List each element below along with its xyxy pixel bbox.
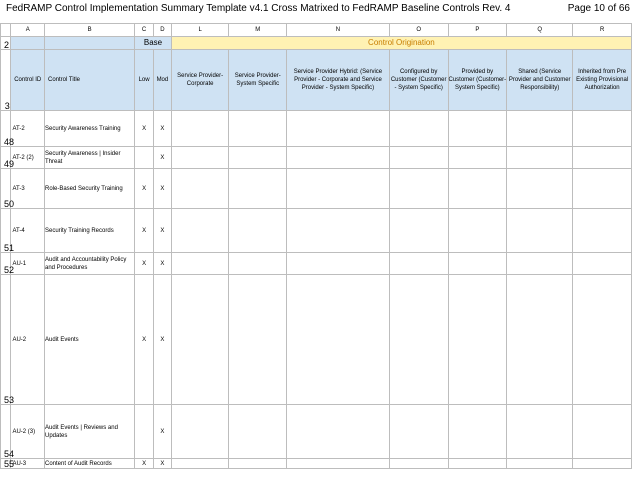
sp-corporate-cell[interactable]	[171, 111, 229, 147]
base-band-label[interactable]: Base	[135, 37, 172, 50]
control-id-cell[interactable]: AT-2 (2)	[11, 147, 45, 169]
sp-system-cell[interactable]	[229, 405, 287, 459]
provided-cell[interactable]	[448, 147, 507, 169]
control-title-cell[interactable]: Audit and Accountability Policy and Procedures	[45, 253, 135, 275]
configured-cell[interactable]	[389, 405, 448, 459]
configured-cell[interactable]	[389, 111, 448, 147]
control-title-cell[interactable]: Security Training Records	[45, 209, 135, 253]
column-header-d[interactable]: D	[154, 24, 172, 37]
inherited-cell[interactable]	[573, 405, 632, 459]
header-low[interactable]: Low	[135, 50, 154, 111]
sp-corporate-cell[interactable]	[171, 275, 229, 405]
mod-cell[interactable]: X	[154, 275, 172, 405]
header-provided-by-customer[interactable]: Provided by Customer (Customer- System Specific)	[448, 50, 507, 111]
sp-hybrid-cell[interactable]	[287, 147, 390, 169]
sp-system-cell[interactable]	[229, 275, 287, 405]
control-id-cell[interactable]: AU-1	[11, 253, 45, 275]
control-title-cell[interactable]: Audit Events | Reviews and Updates	[45, 405, 135, 459]
control-id-cell[interactable]: AT-4	[11, 209, 45, 253]
configured-cell[interactable]	[389, 459, 448, 469]
sp-corporate-cell[interactable]	[171, 459, 229, 469]
band-row	[1, 37, 632, 50]
shared-cell[interactable]	[507, 253, 573, 275]
sp-corporate-cell[interactable]	[171, 169, 229, 209]
low-cell[interactable]: X	[135, 253, 154, 275]
column-header-m[interactable]: M	[229, 24, 287, 37]
column-header-a[interactable]: A	[11, 24, 45, 37]
sp-hybrid-cell[interactable]	[287, 405, 390, 459]
shared-cell[interactable]	[507, 405, 573, 459]
mod-cell[interactable]: X	[154, 169, 172, 209]
control-id-cell[interactable]: AT-2	[11, 111, 45, 147]
header-sp-system-specific[interactable]: Service Provider- System Specific	[229, 50, 287, 111]
provided-cell[interactable]	[448, 405, 507, 459]
configured-cell[interactable]	[389, 147, 448, 169]
inherited-cell[interactable]	[573, 147, 632, 169]
header-inherited[interactable]: Inherited from Pre Existing Provisional Authorization	[573, 50, 632, 111]
band-cell[interactable]	[45, 37, 135, 50]
header-control-id[interactable]: Control ID	[11, 50, 45, 111]
column-header-p[interactable]: P	[448, 24, 507, 37]
shared-cell[interactable]	[507, 459, 573, 469]
low-cell[interactable]	[135, 147, 154, 169]
provided-cell[interactable]	[448, 111, 507, 147]
row-number[interactable]: 54	[1, 405, 11, 459]
control-id-cell[interactable]: AU-2 (3)	[11, 405, 45, 459]
control-title-cell[interactable]: Content of Audit Records	[45, 459, 135, 469]
band-cell[interactable]	[11, 37, 45, 50]
header-sp-hybrid[interactable]: Service Provider Hybrid: (Service Provider - Corporate and Service Provider - System Specific)	[287, 50, 390, 111]
sp-hybrid-cell[interactable]	[287, 253, 390, 275]
shared-cell[interactable]	[507, 169, 573, 209]
mod-cell[interactable]: X	[154, 111, 172, 147]
table-row	[1, 405, 632, 459]
table-row	[1, 147, 632, 169]
inherited-cell[interactable]	[573, 209, 632, 253]
configured-cell[interactable]	[389, 169, 448, 209]
column-header-c[interactable]: C	[135, 24, 154, 37]
row-number[interactable]: 3	[1, 50, 11, 111]
inherited-cell[interactable]	[573, 459, 632, 469]
page-number: Page 10 of 66	[567, 3, 630, 14]
provided-cell[interactable]	[448, 253, 507, 275]
header-sp-corporate[interactable]: Service Provider- Corporate	[171, 50, 229, 111]
inherited-cell[interactable]	[573, 253, 632, 275]
shared-cell[interactable]	[507, 275, 573, 405]
sp-system-cell[interactable]	[229, 169, 287, 209]
row-number[interactable]: 55	[1, 459, 11, 469]
table-row	[1, 169, 632, 209]
mod-cell[interactable]: X	[154, 209, 172, 253]
row-number[interactable]: 51	[1, 209, 11, 253]
shared-cell[interactable]	[507, 147, 573, 169]
row-number[interactable]: 52	[1, 253, 11, 275]
control-origination-band-label[interactable]: Control Origination	[171, 37, 631, 50]
header-configured-by-customer[interactable]: Configured by Customer (Customer - System Specific)	[389, 50, 448, 111]
low-cell[interactable]	[135, 405, 154, 459]
configured-cell[interactable]	[389, 275, 448, 405]
low-cell[interactable]: X	[135, 111, 154, 147]
column-title-row	[1, 50, 632, 111]
sp-corporate-cell[interactable]	[171, 405, 229, 459]
corner-cell[interactable]	[1, 24, 11, 37]
shared-cell[interactable]	[507, 209, 573, 253]
sp-hybrid-cell[interactable]	[287, 169, 390, 209]
low-cell[interactable]: X	[135, 275, 154, 405]
mod-cell[interactable]: X	[154, 253, 172, 275]
sp-corporate-cell[interactable]	[171, 147, 229, 169]
provided-cell[interactable]	[448, 459, 507, 469]
sp-system-cell[interactable]	[229, 459, 287, 469]
sp-system-cell[interactable]	[229, 209, 287, 253]
column-letter-row	[1, 24, 632, 37]
mod-cell[interactable]: X	[154, 405, 172, 459]
table-row	[1, 459, 632, 469]
sp-hybrid-cell[interactable]	[287, 459, 390, 469]
page-header	[0, 0, 638, 22]
sp-system-cell[interactable]	[229, 111, 287, 147]
low-cell[interactable]: X	[135, 209, 154, 253]
control-title-cell[interactable]: Security Awareness | Insider Threat	[45, 147, 135, 169]
column-header-n[interactable]: N	[287, 24, 390, 37]
header-shared[interactable]: Shared (Service Provider and Customer Responsibility)	[507, 50, 573, 111]
sp-corporate-cell[interactable]	[171, 209, 229, 253]
inherited-cell[interactable]	[573, 111, 632, 147]
row-number[interactable]: 2	[1, 37, 11, 50]
row-number[interactable]: 48	[1, 111, 11, 147]
sp-hybrid-cell[interactable]	[287, 275, 390, 405]
sp-system-cell[interactable]	[229, 147, 287, 169]
configured-cell[interactable]	[389, 253, 448, 275]
sp-hybrid-cell[interactable]	[287, 111, 390, 147]
sp-corporate-cell[interactable]	[171, 253, 229, 275]
control-id-cell[interactable]: AU-2	[11, 275, 45, 405]
shared-cell[interactable]	[507, 111, 573, 147]
control-title-cell[interactable]: Audit Events	[45, 275, 135, 405]
mod-cell[interactable]: X	[154, 459, 172, 469]
control-id-cell[interactable]: AU-3	[11, 459, 45, 469]
provided-cell[interactable]	[448, 209, 507, 253]
column-header-o[interactable]: O	[389, 24, 448, 37]
row-number[interactable]: 49	[1, 147, 11, 169]
control-id-cell[interactable]: AT-3	[11, 169, 45, 209]
inherited-cell[interactable]	[573, 169, 632, 209]
mod-cell[interactable]: X	[154, 147, 172, 169]
table-row	[1, 253, 632, 275]
low-cell[interactable]: X	[135, 459, 154, 469]
row-number[interactable]: 53	[1, 275, 11, 405]
column-header-r[interactable]: R	[573, 24, 632, 37]
configured-cell[interactable]	[389, 209, 448, 253]
sp-hybrid-cell[interactable]	[287, 209, 390, 253]
control-title-cell[interactable]: Role-Based Security Training	[45, 169, 135, 209]
column-header-b[interactable]: B	[45, 24, 135, 37]
row-number[interactable]: 50	[1, 169, 11, 209]
control-title-cell[interactable]: Security Awareness Training	[45, 111, 135, 147]
header-control-title[interactable]: Control Title	[45, 50, 135, 111]
provided-cell[interactable]	[448, 169, 507, 209]
header-mod[interactable]: Mod	[154, 50, 172, 111]
sp-system-cell[interactable]	[229, 253, 287, 275]
provided-cell[interactable]	[448, 275, 507, 405]
document-title: FedRAMP Control Implementation Summary Template v4.1 Cross Matrixed to FedRAMP Baseline Controls Rev. 4	[6, 3, 511, 14]
table-row	[1, 275, 632, 405]
inherited-cell[interactable]	[573, 275, 632, 405]
low-cell[interactable]: X	[135, 169, 154, 209]
control-summary-table	[0, 23, 632, 469]
table-row	[1, 209, 632, 253]
table-row	[1, 111, 632, 147]
column-header-q[interactable]: Q	[507, 24, 573, 37]
column-header-l[interactable]: L	[171, 24, 229, 37]
